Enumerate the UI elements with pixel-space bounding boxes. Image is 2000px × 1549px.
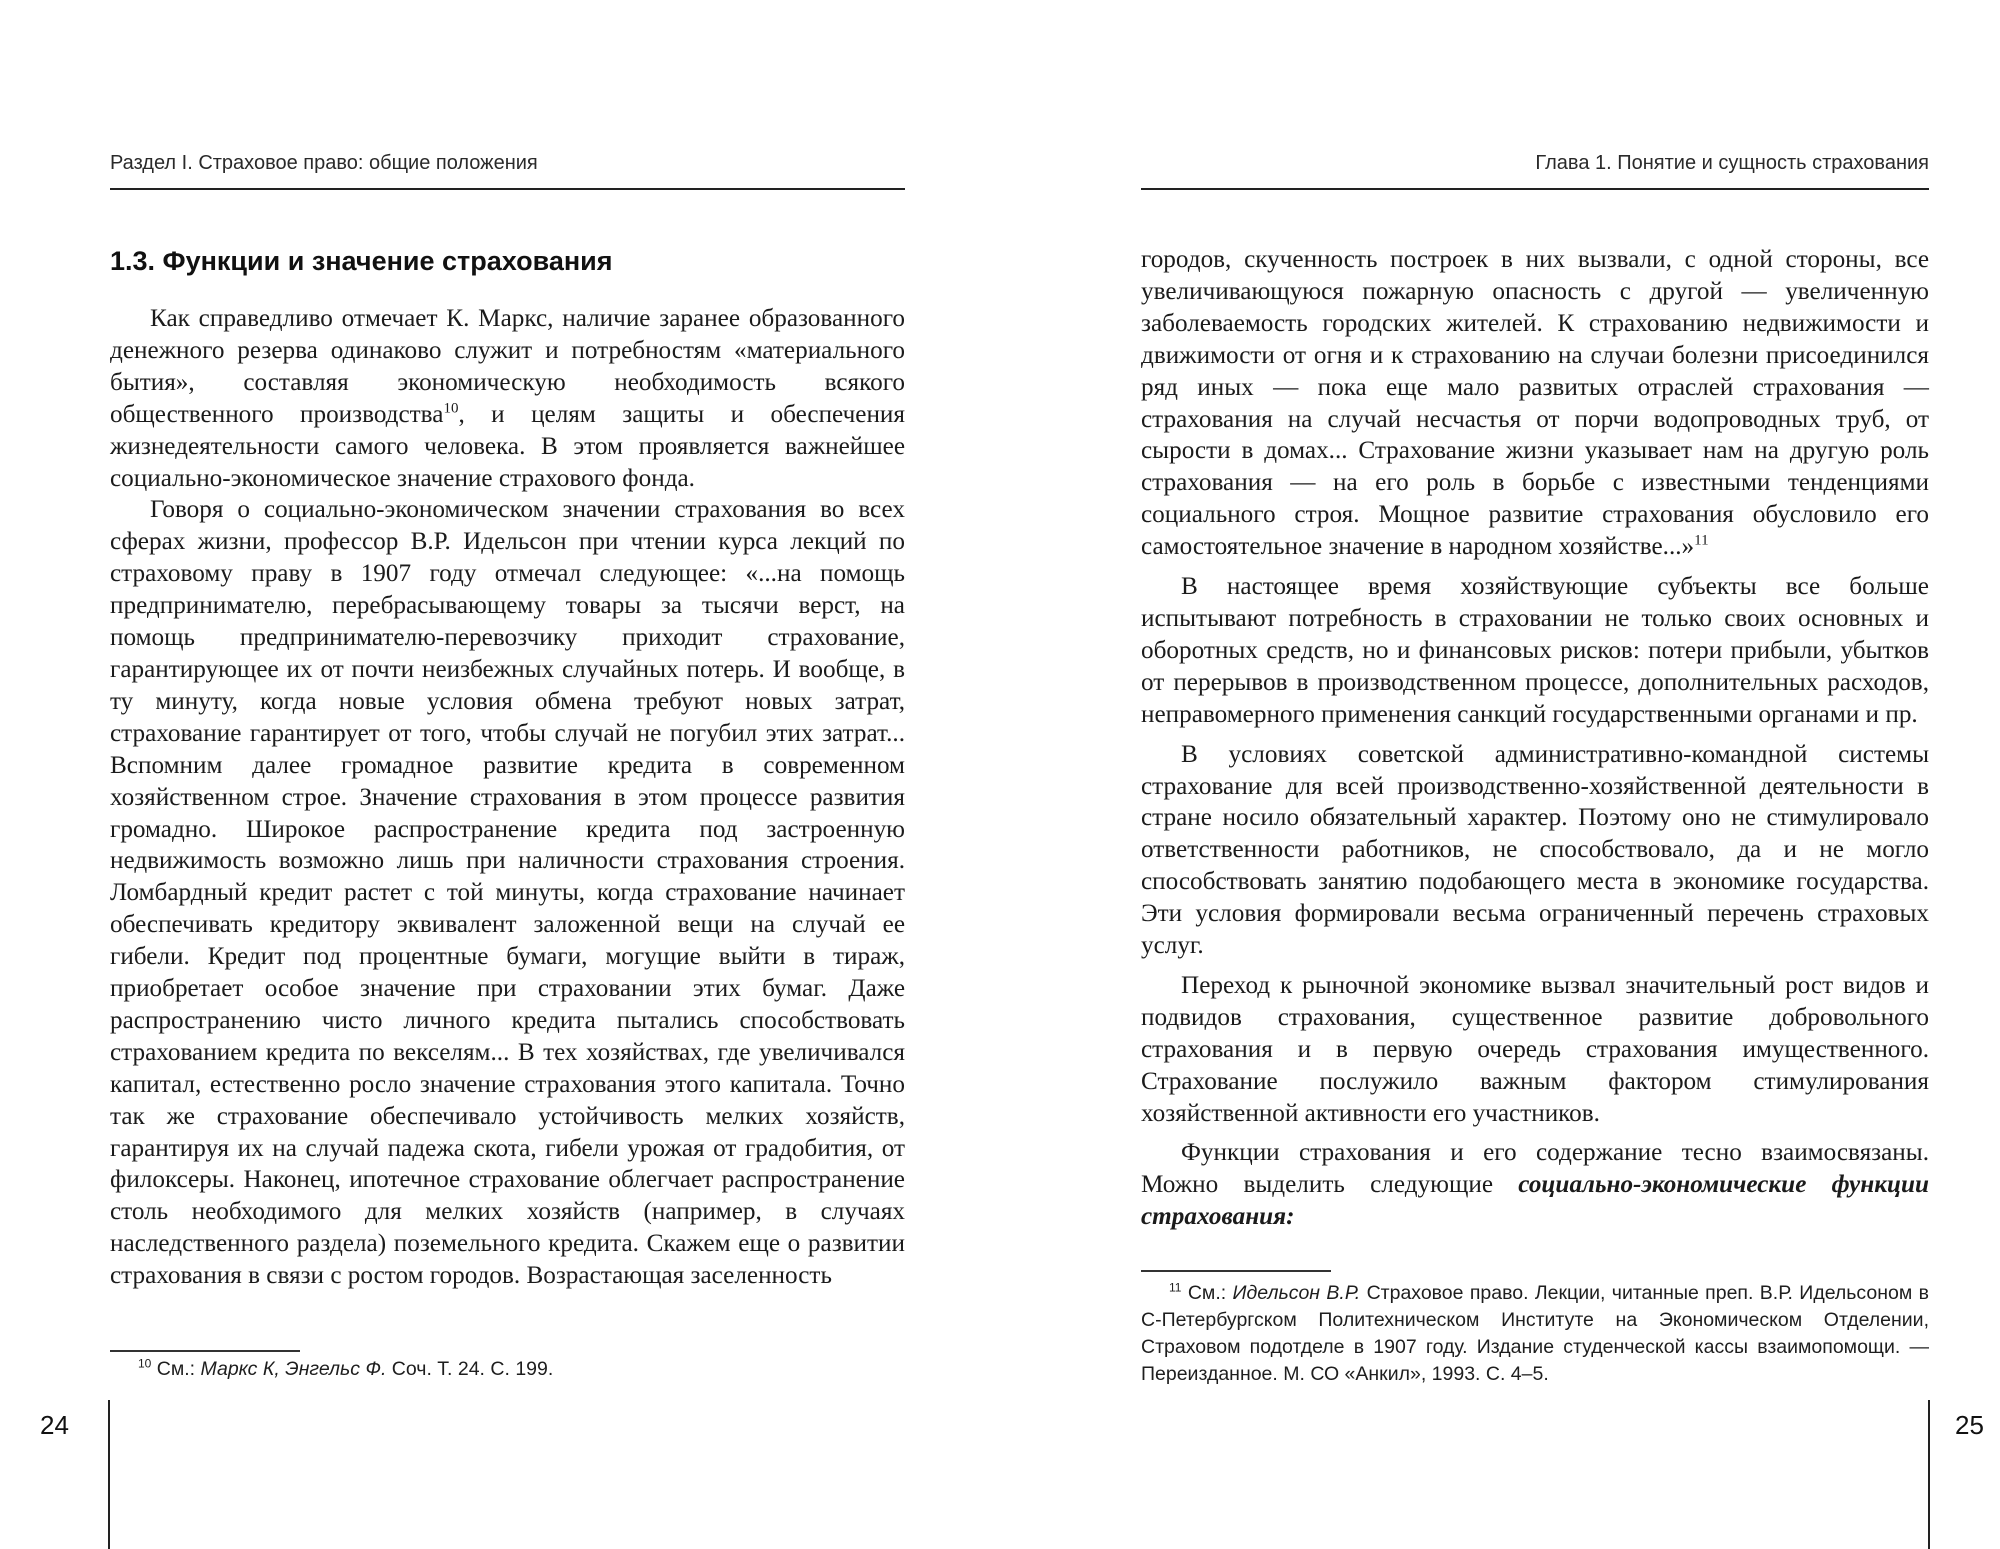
running-head: Раздел I. Страховое право: общие положения — [110, 152, 905, 190]
body-text — [1141, 244, 1929, 1233]
paragraph: Говоря о социально-экономическом значении страхования во всех сферах жизни, профессор В.Р. Идельсон при чтении курса лекций по страховому праву в 1907 году отмечал следующее: «...на помощь предпринимателю, перебрасывающему товары за тысячи верст, на помощь предпринимателю-перевозчику приходит страхование, гарантирующее их от почти неизбежных случайных потерь. И вообще, в ту минуту, когда новые условия обмена требуют новых затрат, страхование гарантирует от того, чтобы случай не погубил этих затрат... Вспомним далее громадное развитие кредита в современном хозяйственном строе. Значение страхования в этом процессе развития громадно. Широкое распространение кредита под застроенную недвижимость возможно лишь при наличности страхования строения. Ломбардный кредит растет с той минуты, когда страхование начинает обеспечивать кредитору эквивалент заложенной вещи на случай ее гибели. Кредит под процентные бумаги, могущие выйти в тираж, приобретает особое значение при страховании этих бумаг. Даже распространению чисто личного кредита пытались способствовать страхованием кредита по векселям... В тех хозяйствах, где увеличивался капитал, естественно росло значение страхования этого капитала. Точно так же страхование обеспечивало устойчивость мелких хозяйств, гарантируя их на случай падежа скота, гибели урожая от градобития, от филоксеры. Наконец, ипотечное страхование облегчает распространение столь необходимого для мелких хозяйств (например, в случаях наследственного раздела) поземельного кредита. Скажем еще о развитии страхования в связи с ростом городов. Возрастающая заселенность — [110, 496, 905, 1290]
paragraph: Функции страхования и его содержание тесно взаимосвязаны. Можно выделить следующие социально-экономические функции страхования: — [1141, 1139, 1929, 1231]
right-page — [1000, 0, 2000, 1549]
body-text — [110, 303, 905, 1292]
paragraph: Переход к рыночной экономике вызвал значительный рост видов и подвидов страхования, существенное развитие добровольного страхования и в первую очередь страхования имущественного. Страхование послужило важным фактором стимулирования хозяйственной активности его участников. — [1141, 971, 1929, 1127]
footnote-ref[interactable]: 11 — [1694, 532, 1709, 549]
footnote: $^{10}$ См.: Маркс К, Энгельс Ф. Соч. Т. 24. С. 199. — [138, 1356, 554, 1380]
footnote: $^{11}$ См.: Идельсон В.Р. Страховое право. Лекции, читанные преп. В.Р. Идельсоном в С-Петербургском Политехническом Институте на Экономическом Отделении, Страховом подотделе в 1907 году. Издание студенческой кассы взаимопомощи. — Переизданное. М. СО «Анкил», 1993. С. 4–5. — [1141, 1280, 1929, 1385]
running-head: Глава 1. Понятие и сущность страхования — [1141, 152, 1929, 190]
footnote-divider — [1141, 1270, 1331, 1272]
footnote-divider — [110, 1350, 300, 1352]
section-title: 1.3. Функции и значение страхования — [110, 246, 613, 276]
footnote-ref[interactable]: 10 — [443, 400, 459, 417]
footnote-number: 10 — [138, 1356, 152, 1371]
paragraph: В условиях советской административно-командной системы страхование для всей производственно-хозяйственной деятельности в стране носило обязательный характер. Поэтому оно не стимулировало ответственности работников, не способствовало, да и не могло способствовать занятию подобающего места в экономике государства. Эти условия формировали весьма ограниченный перечень страховых услуг. — [1141, 740, 1929, 960]
paragraph: городов, скученность построек в них вызвали, с одной стороны, все увеличивающуюся пожарную опасность с другой — увеличенную заболеваемость городских жителей. К страхованию недвижимости и движимости от огня и к страхованию на случаи болезни присоединился ряд иных — пока еще мало развитых отраслей страхования — страхования на случай несчастья от порчи водопроводных труб, от сырости в домах... Страхование жизни указывает нам на другую роль страхования — на его роль в борьбе с известными тенденциями социального строя. Мощное развитие страхования обусловило его самостоятельное значение в народном хозяйстве...»$^{11}$ — [1141, 246, 1929, 561]
footnote-number: 11 — [1169, 1280, 1182, 1295]
paragraph: Как справедливо отмечает К. Маркс, наличие заранее образованного денежного резерва одинаково служит и потребностям «материального бытия», составляя экономическую необходимость всякого общественного производства$^{10}$, и целям защиты и обеспечения жизнедеятельности самого человека. В этом проявляется важнейшее социально-экономическое значение страхового фонда. — [110, 305, 905, 492]
paragraph: В настоящее время хозяйствующие субъекты все больше испытывают потребность в страховании не только своих основных и оборотных средств, но и финансовых рисков: потери прибыли, убытков от перерывов в производственном процессе, дополнительных расходов, неправомерного применения санкций государственными органами и пр. — [1141, 573, 1929, 728]
page-number: 25 — [1955, 1410, 1984, 1440]
margin-rule — [1928, 1400, 1930, 1549]
page-number: 24 — [40, 1410, 69, 1440]
margin-rule — [108, 1400, 110, 1549]
emphasis: социально-экономические функции страхования: — [1141, 1171, 1929, 1231]
